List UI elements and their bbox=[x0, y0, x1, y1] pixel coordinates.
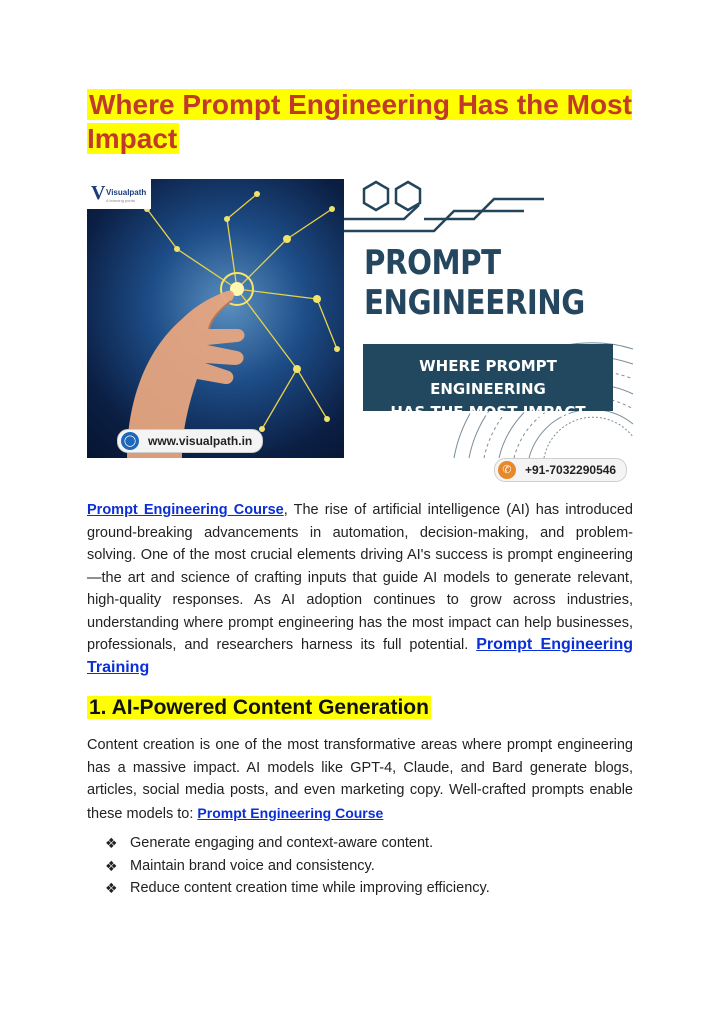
list-item bbox=[105, 877, 490, 900]
section-heading-text: 1. AI-Powered Content Generation bbox=[89, 696, 429, 719]
logo-name: Visualpath bbox=[106, 188, 147, 197]
intro-text: , The rise of artificial intelligence (AI) has introduced ground-breaking advancements in automation, decision-making, and problem-solving. One of the most crucial elements driving AI's success is prompt engineering—the art and science of crafting inputs that guide AI models to generate relevant, high-quality responses. As AI adoption continues to grow across industries, understanding where prompt engineering has the most impact can help businesses, professionals, and researchers harness its full potential. bbox=[87, 502, 633, 653]
section-paragraph bbox=[87, 734, 633, 825]
neural-network-graphic bbox=[87, 179, 344, 458]
list-item-text: Generate engaging and context-aware content. bbox=[130, 835, 434, 851]
page-title bbox=[87, 88, 647, 156]
intro-paragraph bbox=[87, 499, 633, 679]
section-text: Content creation is one of the most transformative areas where prompt engineering has a massive impact. AI models like GPT-4, Claude, and Bard generate blogs, articles, social media posts, and even marketing copy. Well-crafted prompts enable these models to: bbox=[87, 737, 633, 822]
banner-heading-line2: ENGINEERING bbox=[364, 283, 585, 323]
logo-v-icon: V bbox=[91, 182, 106, 204]
prompt-engineering-course-link[interactable]: Prompt Engineering Course bbox=[87, 502, 284, 518]
benefits-list bbox=[105, 832, 490, 900]
visualpath-logo bbox=[87, 179, 151, 209]
banner-heading-line1: PROMPT bbox=[364, 243, 501, 283]
section-heading bbox=[87, 693, 431, 723]
list-item bbox=[105, 832, 490, 855]
list-item-text: Maintain brand voice and consistency. bbox=[130, 857, 375, 874]
list-item bbox=[105, 855, 490, 878]
banner-subheading-box bbox=[363, 344, 613, 421]
banner-subheading-line2: HAS THE MOST IMPACT bbox=[390, 403, 586, 421]
banner-subheading bbox=[363, 355, 613, 424]
list-item-text: Reduce content creation time while improving efficiency. bbox=[130, 880, 490, 896]
hand-touch-photo bbox=[87, 179, 344, 458]
phone-pill bbox=[494, 458, 627, 482]
logo-tagline: A learning portal bbox=[106, 198, 135, 203]
diamond-bullet-icon: ❖ bbox=[105, 835, 118, 851]
website-pill bbox=[117, 429, 263, 453]
website-text: www.visualpath.in bbox=[148, 434, 253, 448]
phone-text: +91-7032290546 bbox=[525, 463, 617, 477]
globe-icon: ◯ bbox=[121, 432, 139, 450]
page-title-text: Where Prompt Engineering Has the Most Impact bbox=[87, 89, 632, 154]
diamond-bullet-icon: ❖ bbox=[105, 880, 118, 896]
banner-heading bbox=[364, 243, 585, 323]
prompt-engineering-course-link-2[interactable]: Prompt Engineering Course bbox=[197, 804, 384, 821]
diamond-bullet-icon: ❖ bbox=[105, 857, 118, 874]
banner-image bbox=[87, 179, 633, 477]
banner-subheading-line1: WHERE PROMPT ENGINEERING bbox=[419, 357, 557, 398]
phone-icon: ✆ bbox=[498, 461, 516, 479]
prompt-engineering-training-link[interactable]: Prompt Engineering Training bbox=[87, 636, 633, 676]
